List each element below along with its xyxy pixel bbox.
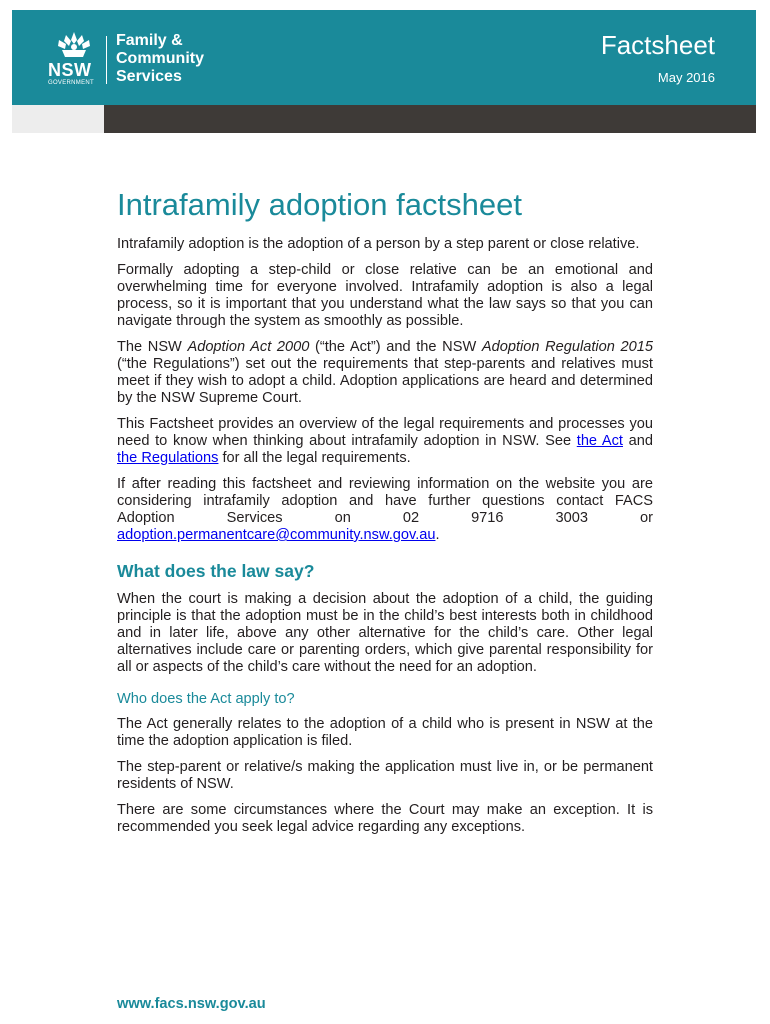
paragraph-guiding-principle: When the court is making a decision about the adoption of a child, the guiding principle is that the adoption must be in the child’s best interests both in childhood and in later life, above any other alternative for the child’s care. Other legal alternatives include care or parenting orders, which give parental responsibility for all or aspects of the child’s care without the need for an adoption. bbox=[117, 591, 653, 675]
page-title: Intrafamily adoption factsheet bbox=[117, 187, 522, 222]
paragraph-overview: This Factsheet provides an overview of the legal requirements and processes you need to know when thinking about intrafamily adoption in NSW. See the Act and the Regulations for all the legal requirements. bbox=[117, 416, 654, 466]
regulation-name: Adoption Regulation 2015 bbox=[481, 339, 653, 355]
header-band-light bbox=[12, 105, 104, 133]
footer-website: www.facs.nsw.gov.au bbox=[117, 996, 266, 1012]
header-band-dark bbox=[104, 105, 756, 133]
nsw-wordmark: NSW bbox=[48, 60, 92, 80]
section-heading-law: What does the law say? bbox=[117, 561, 315, 581]
government-wordmark: GOVERNMENT bbox=[48, 80, 95, 86]
paragraph-exceptions: There are some circumstances where the Court may make an exception. It is recommended you seek legal advice regarding any exceptions. bbox=[117, 802, 653, 835]
factsheet-label: Factsheet bbox=[600, 30, 715, 60]
paragraph-emotional: Formally adopting a step-child or close relative can be an emotional and overwhelming time for everyone involved. Intrafamily adoption is also a legal process, so it is important that you understand what the law says so that you can navigate through the system as smoothly as possible. bbox=[117, 262, 653, 329]
intro-paragraph: Intrafamily adoption is the adoption of a person by a step parent or close relative. bbox=[117, 236, 640, 252]
subheading-who-applies: Who does the Act apply to? bbox=[117, 691, 295, 707]
facs-brand bbox=[116, 32, 204, 86]
document-body bbox=[117, 186, 653, 845]
act-link[interactable]: the Act bbox=[576, 433, 623, 449]
paragraph-legislation: The NSW Adoption Act 2000 (“the Act”) and the NSW Adoption Regulation 2015 (“the Regulations”) set out the requirements that step-parents and relatives must meet if they wish to adopt a child. Adoption applications are heard and determined by the NSW Supreme Court. bbox=[117, 339, 653, 406]
paragraph-contact: If after reading this factsheet and reviewing information on the website you are considering intrafamily adoption and have further questions contact FACS Adoption Services on 02 9716 3003 or adoption.permanentcare@community.nsw.gov.au. bbox=[117, 476, 653, 543]
email-link[interactable]: adoption.permanentcare@community.nsw.gov.au bbox=[117, 527, 436, 543]
paragraph-present-in-nsw: The Act generally relates to the adoption of a child who is present in NSW at the time the adoption application is filed. bbox=[117, 716, 653, 749]
brand-line-1: Family & bbox=[116, 32, 183, 49]
waratah-icon bbox=[52, 30, 96, 60]
brand-line-3: Services bbox=[116, 68, 182, 85]
regulations-link[interactable]: the Regulations bbox=[117, 450, 219, 466]
logo-divider bbox=[106, 36, 107, 84]
brand-line-2: Community bbox=[116, 50, 204, 67]
paragraph-residents: The step-parent or relative/s making the application must live in, or be permanent residents of NSW. bbox=[117, 759, 653, 792]
nsw-government-logo bbox=[46, 30, 246, 90]
act-name: Adoption Act 2000 bbox=[187, 339, 310, 355]
publication-date: May 2016 bbox=[657, 70, 715, 85]
